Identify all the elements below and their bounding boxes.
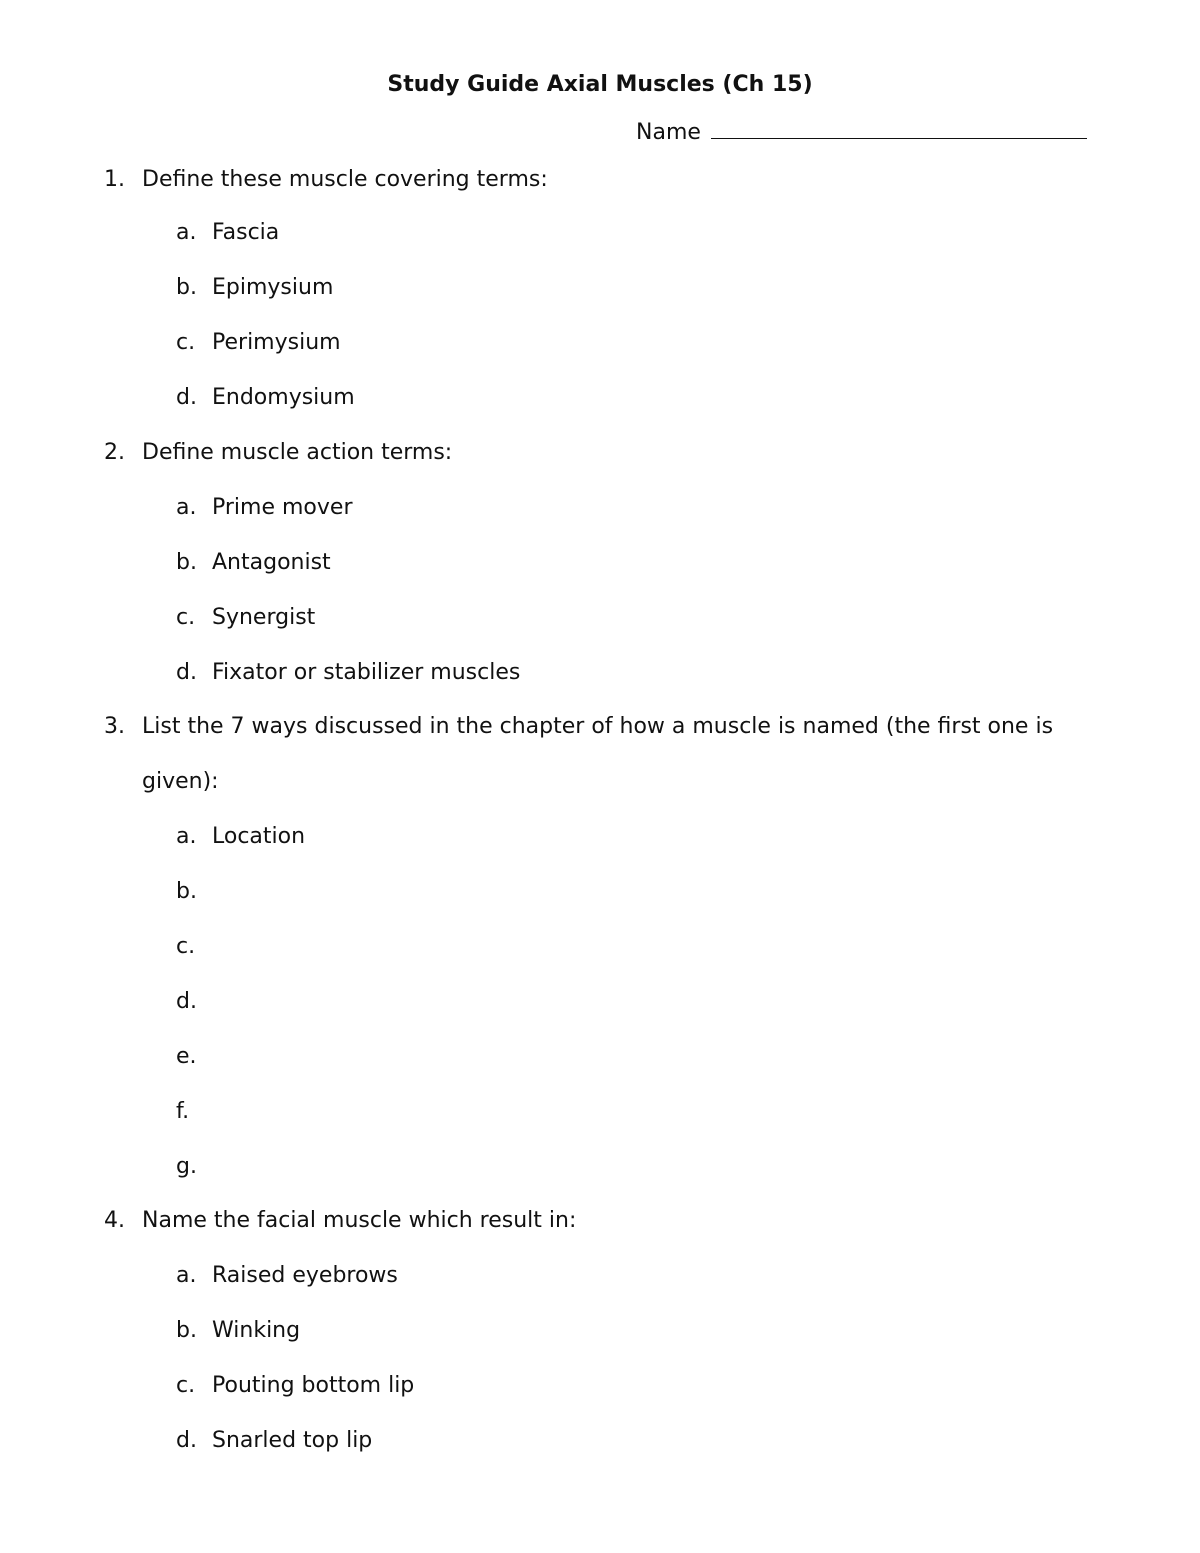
item-text: Synergist <box>212 605 316 630</box>
item-text: Location <box>212 824 306 849</box>
item-letter: b. <box>176 275 197 300</box>
item-text: Antagonist <box>212 550 331 575</box>
item-letter: d. <box>176 1428 197 1453</box>
item-letter: b. <box>176 1318 197 1343</box>
question-number: 3. <box>104 714 125 739</box>
question-text: List the 7 ways discussed in the chapter of how a muscle is named (the first one is <box>142 714 1054 739</box>
question-number: 2. <box>104 440 125 465</box>
item-letter: a. <box>176 220 197 245</box>
question-text-continuation: given): <box>142 769 219 794</box>
item-letter: c. <box>176 605 196 630</box>
item-letter: c. <box>176 1373 196 1398</box>
item-text: Epimysium <box>212 275 334 300</box>
item-letter: a. <box>176 824 197 849</box>
item-text: Prime mover <box>212 495 353 520</box>
page-title: Study Guide Axial Muscles (Ch 15) <box>387 72 813 97</box>
item-letter: a. <box>176 495 197 520</box>
item-letter: c. <box>176 934 196 959</box>
question-text: Name the facial muscle which result in: <box>142 1208 577 1233</box>
item-text: Pouting bottom lip <box>212 1373 415 1398</box>
name-blank-line <box>711 116 1087 139</box>
item-text: Snarled top lip <box>212 1428 373 1453</box>
item-letter: e. <box>176 1044 197 1069</box>
question-text: Define these muscle covering terms: <box>142 167 548 192</box>
question-number: 4. <box>104 1208 125 1233</box>
item-text: Winking <box>212 1318 301 1343</box>
item-letter: b. <box>176 550 197 575</box>
name-label: Name <box>636 120 701 145</box>
question-number: 1. <box>104 167 125 192</box>
item-letter: c. <box>176 330 196 355</box>
item-letter: f. <box>176 1099 190 1124</box>
question-text: Define muscle action terms: <box>142 440 453 465</box>
item-text: Fixator or stabilizer muscles <box>212 660 521 685</box>
name-field <box>636 116 1087 148</box>
item-text: Raised eyebrows <box>212 1263 398 1288</box>
item-letter: d. <box>176 989 197 1014</box>
item-letter: g. <box>176 1154 197 1179</box>
item-letter: a. <box>176 1263 197 1288</box>
item-letter: b. <box>176 879 197 904</box>
item-text: Perimysium <box>212 330 341 355</box>
item-text: Endomysium <box>212 385 355 410</box>
item-text: Fascia <box>212 220 280 245</box>
item-letter: d. <box>176 385 197 410</box>
item-letter: d. <box>176 660 197 685</box>
